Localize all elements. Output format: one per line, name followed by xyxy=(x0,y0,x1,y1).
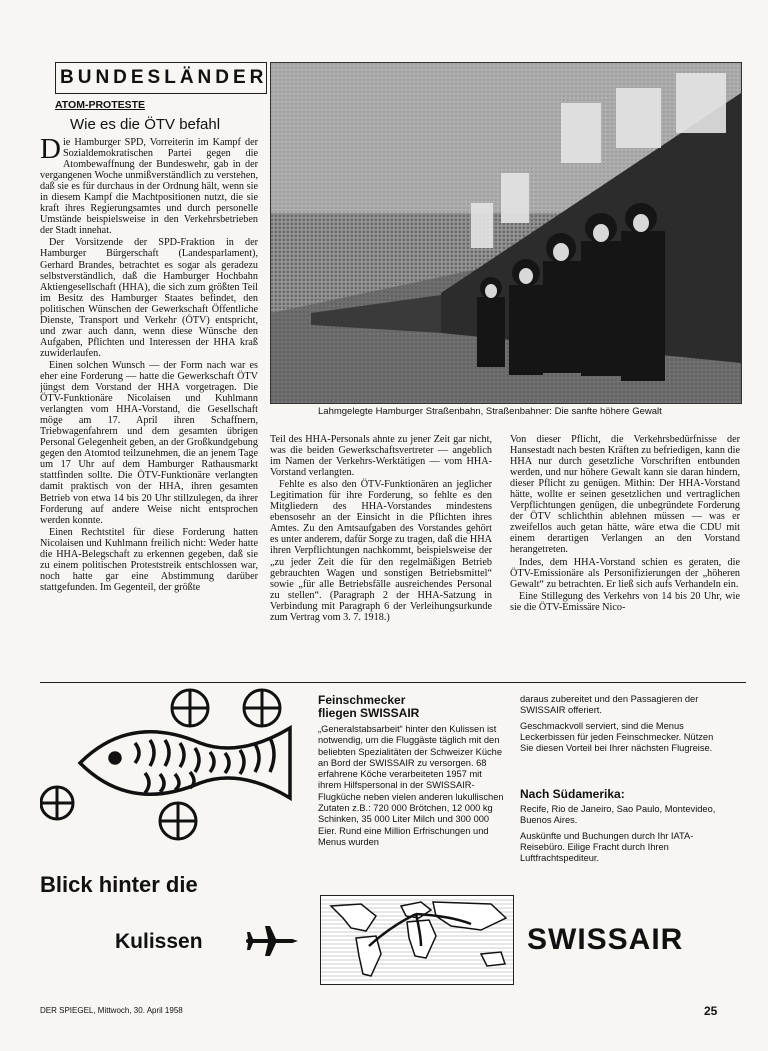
world-map-icon xyxy=(320,895,514,985)
tram-workers-image xyxy=(271,63,741,403)
ad-headline-line-2: fliegen SWISSAIR xyxy=(318,706,420,720)
ad-body-left xyxy=(318,724,506,866)
page-footer: DER SPIEGEL, Mittwoch, 30. April 1958 xyxy=(40,1006,183,1015)
drop-cap: D xyxy=(40,137,61,165)
section-title: BUNDESLÄNDER xyxy=(60,67,268,88)
ad-headline xyxy=(318,694,518,720)
ad-subheading: Nach Südamerika: xyxy=(520,787,625,801)
article-paragraph: Der Vorsitzende der SPD-Fraktion in der Hamburger Bürgerschaft (Landesparlament), Gerhard Brandes, betrachtet es sogar als geradezu selbstverständlich, daß die Hamburger Hochbahn Aktiengesellschaft (HHA), die sich zum größten Teil im Besitz des Hamburger Staates befindet, den politischen Wünschen der Gewerkschaft Öffentliche Dienste, Transport und Verkehr (ÖTV) entspricht, und zwar auch dann, wenn diese Wünsche den Aufgaben, Pflichten und Interessen der HHA kraß zuwiderlaufen. xyxy=(40,237,258,359)
section-rubric xyxy=(55,62,267,94)
swissair-logo: SWISSAIR xyxy=(527,923,684,956)
airplane-svg xyxy=(246,926,298,956)
ad-body-right-top xyxy=(520,694,720,784)
article-column-1 xyxy=(40,137,258,680)
ad-separator xyxy=(40,682,746,683)
article-column-3 xyxy=(510,434,740,680)
article-paragraph: Von dieser Pflicht, die Verkehrsbedürfnisse der Hansestadt nach besten Kräften zu befriedigen, kann die HHA nur durch gesetzliche Vorschriften entbunden werden, und nur höhere Gewalt kann sie daran hindern, dieser Pflicht zu genügen. Mithin: Der HHA-Vorstand hätte, wollte er seinen gesetzlichen und vertraglichen Verpflichtungen genügen, die unbegründete Forderung der ÖTV schlichthin ablehnen müssen — was er zweifellos auch getan hätte, wäre etwa die CDU mit einem derartigen Verlangen an den Vorstand herangetreten. xyxy=(510,434,740,556)
article-kicker: ATOM-PROTESTE xyxy=(55,99,146,111)
ad-paragraph: daraus zubereitet und den Passagieren der SWISSAIR offeriert. xyxy=(520,694,699,716)
ad-paragraph: Recife, Rio de Janeiro, Sao Paulo, Montevideo, Buenos Aires. xyxy=(520,804,716,826)
ad-paragraph: Geschmackvoll serviert, sind die Menus Leckerbissen für jeden Feinschmecker. Nützen Sie diesen Vorteil bei Ihrer nächsten Flugreise. xyxy=(520,720,714,754)
article-paragraph: Teil des HHA-Personals ahnte zu jener Zeit gar nicht, was die beiden Gewerkschaftsvertreter — angeblich im Namen der Verkehrs-Werktätigen — vom HHA-Vorstand verlangten. xyxy=(270,434,492,479)
ad-paragraph: Auskünfte und Buchungen durch Ihr IATA-Reisebüro. Eilige Fracht durch Ihren Luftfrachtspediteur. xyxy=(520,830,694,864)
article-paragraph: Die Hamburger SPD, Vorreiterin im Kampf der Sozialdemokratischen Partei gegen die Atombewaffnung der Bundeswehr, gab in der vergangenen Woche unmißverständlich zu verstehen, daß sie es für durchaus in der Ordnung hält, wenn sie in diesem Kampf die Machtpositionen nutzt, die sie kraft ihres Regierungsamtes und durch personelle Umstände beispielsweise in den Verkehrsbetrieben der Stadt innehat. xyxy=(40,137,258,237)
fish-illustration-svg xyxy=(40,688,295,853)
photo-caption: Lahmgelegte Hamburger Straßenbahn, Straßenbahner: Die sanfte höhere Gewalt xyxy=(318,406,662,417)
article-paragraph: Indes, dem HHA-Vorstand schien es geraten, die ÖTV-Emissionäre als Personifizierungen der „höheren Gewalt“ zu betrachten. Er ließ sich aufs Verhandeln ein. xyxy=(510,556,740,590)
article-headline: Wie es die ÖTV befahl xyxy=(70,116,221,133)
article-column-2 xyxy=(270,434,492,680)
ad-slogan-line-1: Blick hinter die xyxy=(40,872,198,897)
article-paragraph: Eine Stillegung des Verkehrs von 14 bis 20 Uhr, wie sie die ÖTV-Emissäre Nico- xyxy=(510,590,740,613)
article-paragraph: Einen solchen Wunsch — der Form nach war es eher eine Forderung — hatte die Gewerkschaft ÖTV jüngst dem Vorstand der HHA vorgetragen. Die ÖTV-Funktionäre Nicolaisen und Kuhlmann verlangten vom HHA-Vorstand, die Gesellschaft möge am 17. April ihren Schaffnern, Triebwagenfahrern und dem gesamten übrigen Personal Gelegenheit geben, an der Großkundgebung gegen den Atomtod teilzunehmen, die an jenem Tage um 17 Uhr auf dem Hamburger Rathausmarkt stattfinden sollte. Die ÖTV-Funktionäre verlangten damit praktisch von der HHA, ihren gesamten Betrieb von etwa 14 bis 20 Uhr stillzulegen, da ihrer Forderung auf andere Weise nicht entsprochen werden konnte. xyxy=(40,359,258,526)
article-paragraph: Fehlte es also den ÖTV-Funktionären an jeglicher Legitimation für ihre Forderung, so fehlte es den Mitgliedern des HHA-Vorstandes mindestens ebensosehr an der Einsicht in die Pflichten ihres Amtes. Zu den Amtsaufgaben des Vorstandes gehört es unter anderem, dafür Sorge zu tragen, daß die HHA ihren Verpflichtungen nachkommt, beispielsweise der „zu jeder Zeit die für den regelmäßigen Betrieb gebrauchten Wagen und sonstigen Betriebsmittel“ sowie „für alle Betriebsfälle ausreichendes Personal zu stellen“. (Paragraph 2 der HHA-Satzung in Verbindung mit Paragraph 6 der Verleihungsurkunde zum Vertrag vom 3. 7. 1918.) xyxy=(270,479,492,623)
airplane-icon xyxy=(246,926,298,956)
ad-body-right-bottom xyxy=(520,804,720,868)
ad-headline-line-1: Feinschmecker xyxy=(318,693,406,707)
ad-slogan-line-2: Kulissen xyxy=(115,930,203,953)
article-paragraph: Einen Rechtstitel für diese Forderung hatten Nicolaisen und Kuhlmann freilich nicht: Weder hatte die HHA-Belegschaft zu erkennen gegeben, daß sie zu einem politischen Proteststreik entschlossen war, noch hatte gar eine Abstimmung darüber stattgefunden. Im Gegenteil, der größte xyxy=(40,526,258,593)
tram-photo xyxy=(270,62,742,404)
page-number: 25 xyxy=(704,1004,718,1018)
fish-illustration-icon xyxy=(40,688,295,853)
ad-paragraph: „Generalstabsarbeit“ hinter den Kulissen ist notwendig, um die Fluggäste täglich mit den beliebten Spezialitäten der Schweizer Küche an Bord der SWISSAIR zu versorgen. 68 erfahrene Köche verarbeiteten 1957 mit ihrem Hilfspersonal in der SWISSAIR-Flugküche neben vielen anderen lukullischen Zutaten z.B.: 720 000 Brötchen, 12 000 kg Schinken, 35 000 Liter Milch und 300 000 Eier. Rund eine Million Erfrischungen und Menus wurden xyxy=(318,724,504,847)
world-map-svg xyxy=(321,896,513,984)
